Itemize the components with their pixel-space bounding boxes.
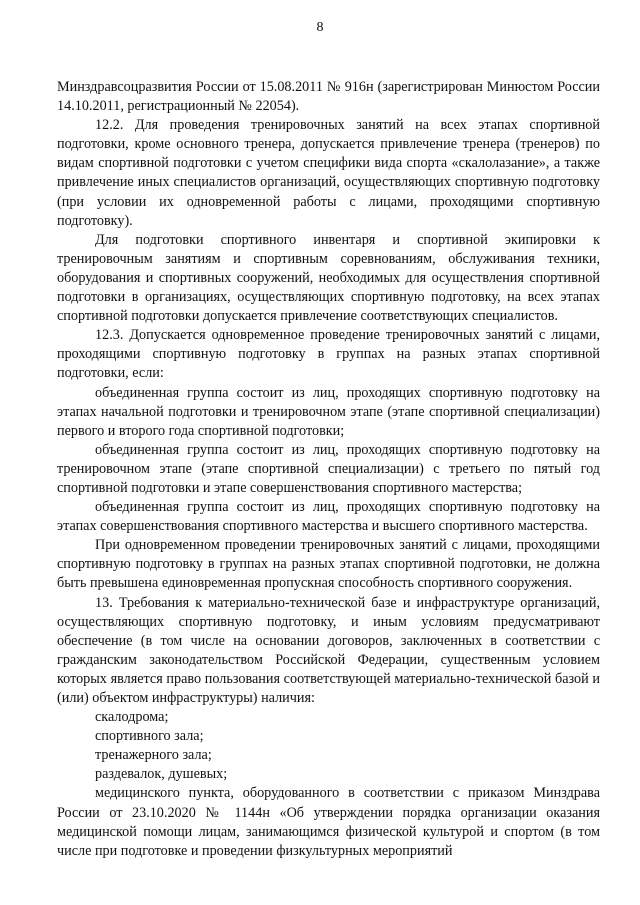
page-number: 8 [316,20,324,35]
paragraph-combined-group-1: объединенная группа состоит из лиц, проходящих спортивную подготовку на этапах начальной подготовки и тренировочном этапе (этапе спортивной специализации) первого и второго года спортивной подготовки; [57,384,600,439]
list-item-sports-hall: спортивного зала; [95,728,204,745]
list-item-gym: тренажерного зала; [95,747,212,764]
paragraph-13: 13. Требования к материально-технической базе и инфраструктуре организаций, осуществляющих спортивную подготовку, и иным условиям предусматривают обеспечение (в том числе на основании договоров, заключенных в соответствии с гражданским законодательством Российской Федерации, существенным условием которых является право пользования соответствующей материально-технической базой и (или) объектом инфраструктуры) наличия: [57,594,600,706]
paragraph-continuation: Минздравсоцразвития России от 15.08.2011 № 916н (зарегистрирован Минюстом России 14.10.2011, регистрационный № 22054). [57,79,600,115]
paragraph-combined-group-2: объединенная группа состоит из лиц, проходящих спортивную подготовку на тренировочном этапе (этапе спортивной специализации) с третьего по пятый год спортивной подготовки и этапе совершенствования спортивного мастерства; [57,441,600,496]
paragraph-capacity: При одновременном проведении тренировочных занятий с лицами, проходящими спортивную подготовку в группах на разных этапах спортивной подготовки, не должна быть превышена единовременная пропускная способность спортивного сооружения. [57,537,600,592]
paragraph-12-3: 12.3. Допускается одновременное проведение тренировочных занятий с лицами, проходящими спортивную подготовку в группах на разных этапах спортивной подготовки, если: [57,327,600,382]
paragraph-12-2: 12.2. Для проведения тренировочных занятий на всех этапах спортивной подготовки, кроме основного тренера, допускается привлечение тренера (тренеров) по видам спортивной подготовки с учетом специфики вида спорта «скалолазание», а также привлечение иных специалистов организаций, осуществляющих спортивную подготовку (при условии их одновременной работы с лицами, проходящими спортивную подготовку). [57,117,600,229]
paragraph-medical-point: медицинского пункта, оборудованного в соответствии с приказом Минздрава России от 23.10.2020 № 1144н «Об утверждении порядка организации оказания медицинской помощи лицам, занимающимся физической культурой и спортом (в том числе при подготовке и проведении физкультурных мероприятий [57,785,600,859]
list-item-climbing-wall: скалодрома; [95,709,169,726]
document-body [57,78,600,861]
paragraph-combined-group-3: объединенная группа состоит из лиц, проходящих спортивную подготовку на этапах совершенствования спортивного мастерства и высшего спортивного мастерства. [57,499,600,535]
paragraph-equipment-specialists: Для подготовки спортивного инвентаря и спортивной экипировки к тренировочным занятиям и спортивным соревнованиям, обслуживания техники, оборудования и спортивных сооружений, необходимых для осуществления спортивной подготовки в организациях, осуществляющих спортивную подготовку, на всех этапах спортивной подготовки допускается привлечение соответствующих специалистов. [57,231,600,325]
list-item-locker-rooms: раздевалок, душевых; [95,766,228,783]
